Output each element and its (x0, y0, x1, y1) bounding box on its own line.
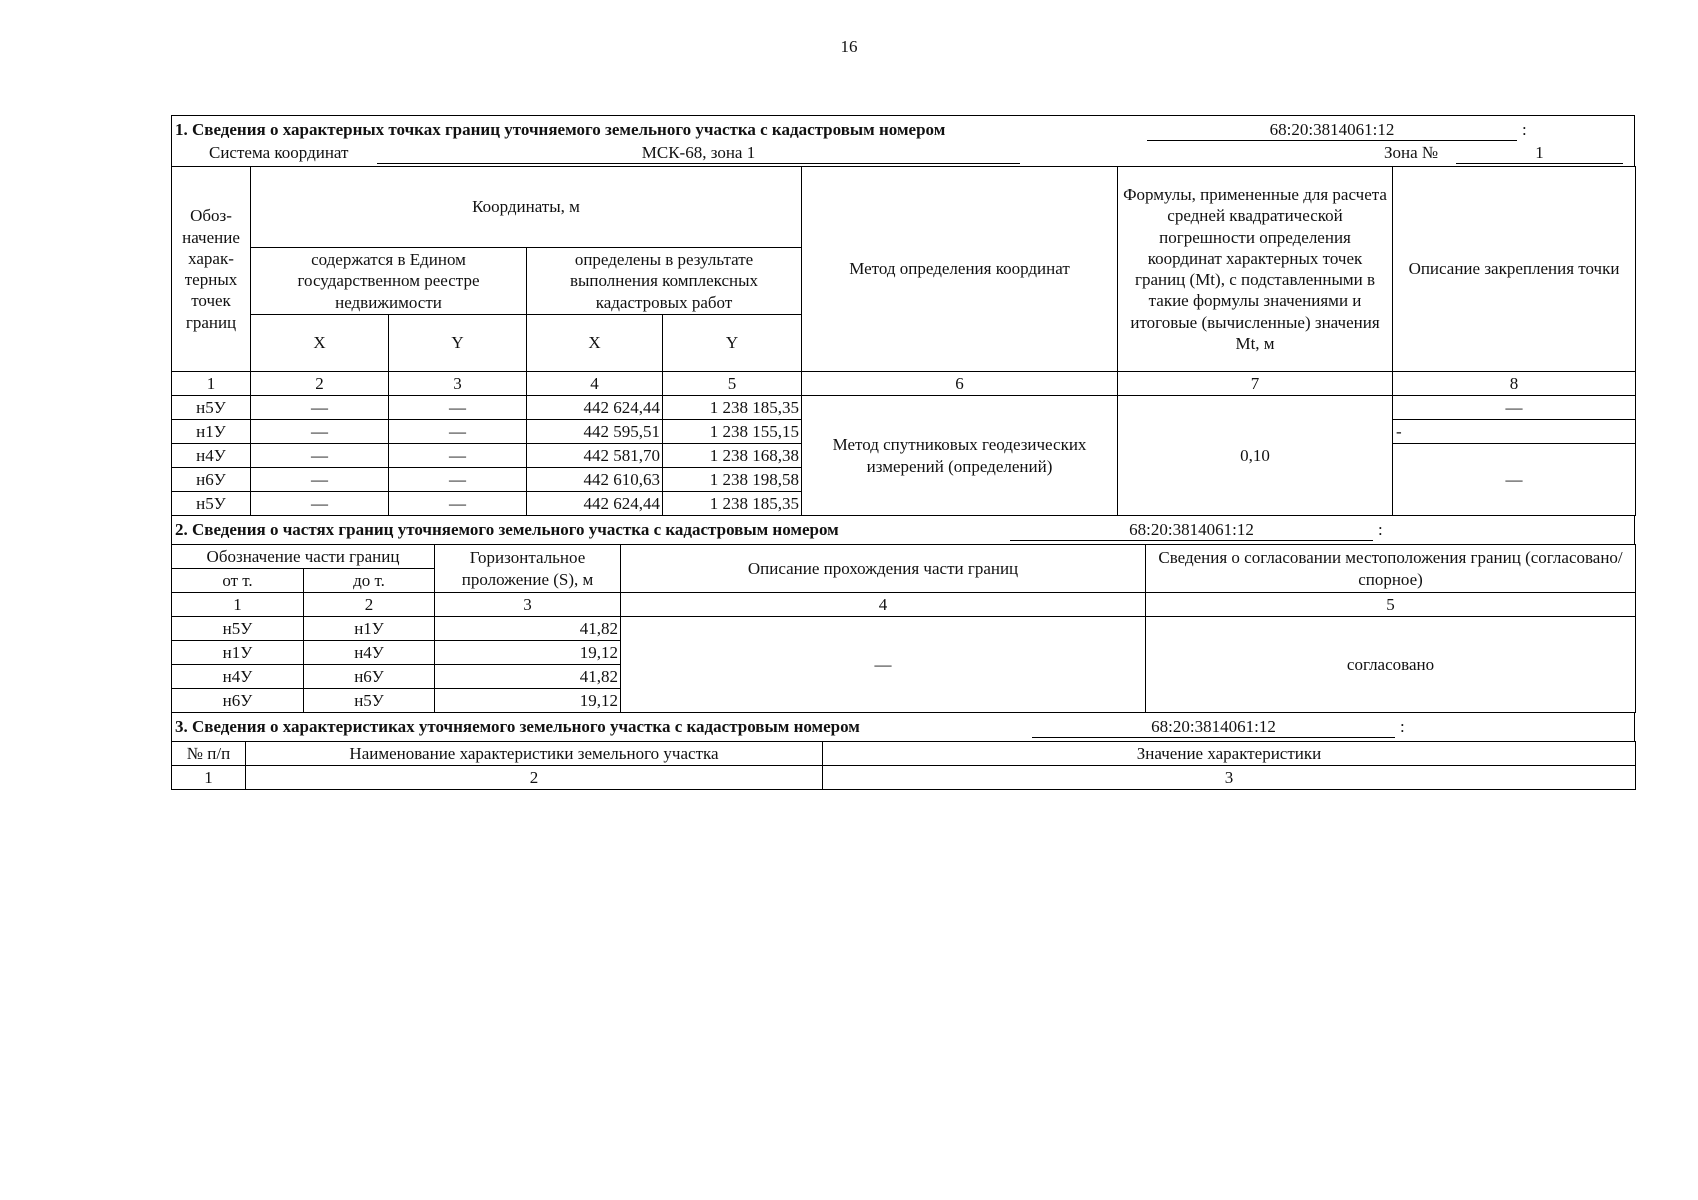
col-num: 4 (621, 593, 1146, 617)
point-cell: н1У (172, 420, 251, 444)
characteristics-table (171, 741, 1636, 790)
section3-colon: : (1400, 717, 1405, 736)
from-cell: н6У (172, 689, 304, 713)
boundary-parts-table (171, 544, 1636, 713)
col-num: 2 (304, 593, 435, 617)
coord-system-label: Система координат (209, 143, 349, 162)
header-name: Наименование характеристики земельного участка (246, 742, 823, 766)
section1-cadastral-number: 68:20:3814061:12 (1147, 119, 1517, 141)
header-description: Описание прохождения части границ (621, 545, 1146, 593)
header-x-complex: X (527, 315, 663, 372)
description-cell: — (621, 617, 1146, 713)
col-num: 3 (389, 372, 527, 396)
col-num: 5 (663, 372, 802, 396)
col-num: 8 (1393, 372, 1636, 396)
header-num: № п/п (172, 742, 246, 766)
table-row (172, 396, 1636, 420)
mt-cell: 0,10 (1118, 396, 1393, 516)
to-cell: н4У (304, 641, 435, 665)
point-cell: н6У (172, 468, 251, 492)
col-num: 3 (823, 766, 1636, 790)
col-num: 2 (251, 372, 389, 396)
y-egrn-cell: — (389, 396, 527, 420)
to-cell: н5У (304, 689, 435, 713)
from-cell: н1У (172, 641, 304, 665)
header-to: до т. (304, 569, 435, 593)
y-cell: 1 238 155,15 (663, 420, 802, 444)
header-part-designation: Обозначение части границ (172, 545, 435, 569)
header-formulas: Формулы, примененные для расчета средней квадратической погрешности определения координат характерных точек границ (Mt), с подставленными в такие формулы значениями и итоговые (вычисленные) значения Mt, м (1118, 167, 1393, 372)
point-cell: н4У (172, 444, 251, 468)
point-cell: н5У (172, 396, 251, 420)
cadastral-document (171, 115, 1635, 790)
table-row (172, 617, 1636, 641)
x-cell: 442 595,51 (527, 420, 663, 444)
col-num: 1 (172, 372, 251, 396)
x-egrn-cell: — (251, 492, 389, 516)
method-cell: Метод спутниковых геодезических измерений (определений) (802, 396, 1118, 516)
y-cell: 1 238 168,38 (663, 444, 802, 468)
y-egrn-cell: — (389, 444, 527, 468)
col-num: 2 (246, 766, 823, 790)
x-cell: 442 624,44 (527, 396, 663, 420)
s-cell: 19,12 (435, 689, 621, 713)
section3-cadastral-number: 68:20:3814061:12 (1032, 716, 1395, 738)
header-y-egrn: Y (389, 315, 527, 372)
header-agreement: Сведения о согласовании местоположения границ (согласовано/спорное) (1146, 545, 1636, 593)
header-coordinates: Координаты, м (251, 167, 802, 248)
section2-header (171, 516, 1635, 544)
header-fixing: Описание закрепления точки (1393, 167, 1636, 372)
fixing-cell: — (1393, 444, 1636, 516)
y-egrn-cell: — (389, 420, 527, 444)
x-egrn-cell: — (251, 396, 389, 420)
x-egrn-cell: — (251, 420, 389, 444)
s-cell: 41,82 (435, 665, 621, 689)
col-num: 4 (527, 372, 663, 396)
page-number: 16 (840, 37, 858, 56)
col-num: 3 (435, 593, 621, 617)
s-cell: 19,12 (435, 641, 621, 665)
header-horizontal: Горизонтальное проложение (S), м (435, 545, 621, 593)
s-cell: 41,82 (435, 617, 621, 641)
col-num: 7 (1118, 372, 1393, 396)
fixing-cell: - (1393, 420, 1636, 444)
to-cell: н6У (304, 665, 435, 689)
header-egrn: содержатся в Едином государственном реестре недвижимости (251, 248, 527, 315)
header-x-egrn: X (251, 315, 389, 372)
x-cell: 442 624,44 (527, 492, 663, 516)
agreement-cell: согласовано (1146, 617, 1636, 713)
header-y-complex: Y (663, 315, 802, 372)
header-from: от т. (172, 569, 304, 593)
to-cell: н1У (304, 617, 435, 641)
x-egrn-cell: — (251, 468, 389, 492)
column-numbers (172, 372, 1636, 396)
col-num: 6 (802, 372, 1118, 396)
from-cell: н4У (172, 665, 304, 689)
column-numbers (172, 766, 1636, 790)
x-cell: 442 610,63 (527, 468, 663, 492)
col-num: 5 (1146, 593, 1636, 617)
section1-title: 1. Сведения о характерных точках границ уточняемого земельного участка с кадастровым номером (175, 120, 946, 139)
header-designation: Обоз-начение харак-терных точек границ (172, 167, 251, 372)
y-egrn-cell: — (389, 492, 527, 516)
section3-header (171, 713, 1635, 741)
coord-system-value: МСК-68, зона 1 (377, 142, 1020, 164)
header-value: Значение характеристики (823, 742, 1636, 766)
column-numbers (172, 593, 1636, 617)
point-cell: н5У (172, 492, 251, 516)
y-egrn-cell: — (389, 468, 527, 492)
header-method: Метод определения координат (802, 167, 1118, 372)
x-cell: 442 581,70 (527, 444, 663, 468)
section2-cadastral-number: 68:20:3814061:12 (1010, 519, 1373, 541)
y-cell: 1 238 185,35 (663, 396, 802, 420)
zone-value: 1 (1456, 142, 1623, 164)
section2-title: 2. Сведения о частях границ уточняемого земельного участка с кадастровым номером (175, 520, 839, 539)
col-num: 1 (172, 766, 246, 790)
header-complex: определены в результате выполнения комплексных кадастровых работ (527, 248, 802, 315)
col-num: 1 (172, 593, 304, 617)
y-cell: 1 238 185,35 (663, 492, 802, 516)
section2-colon: : (1378, 520, 1383, 539)
x-egrn-cell: — (251, 444, 389, 468)
fixing-cell: — (1393, 396, 1636, 420)
section1-colon: : (1522, 120, 1527, 139)
section1-header (171, 115, 1635, 166)
zone-label: Зона № (1384, 143, 1439, 162)
from-cell: н5У (172, 617, 304, 641)
y-cell: 1 238 198,58 (663, 468, 802, 492)
points-table (171, 166, 1636, 516)
section3-title: 3. Сведения о характеристиках уточняемого земельного участка с кадастровым номером (175, 717, 860, 736)
